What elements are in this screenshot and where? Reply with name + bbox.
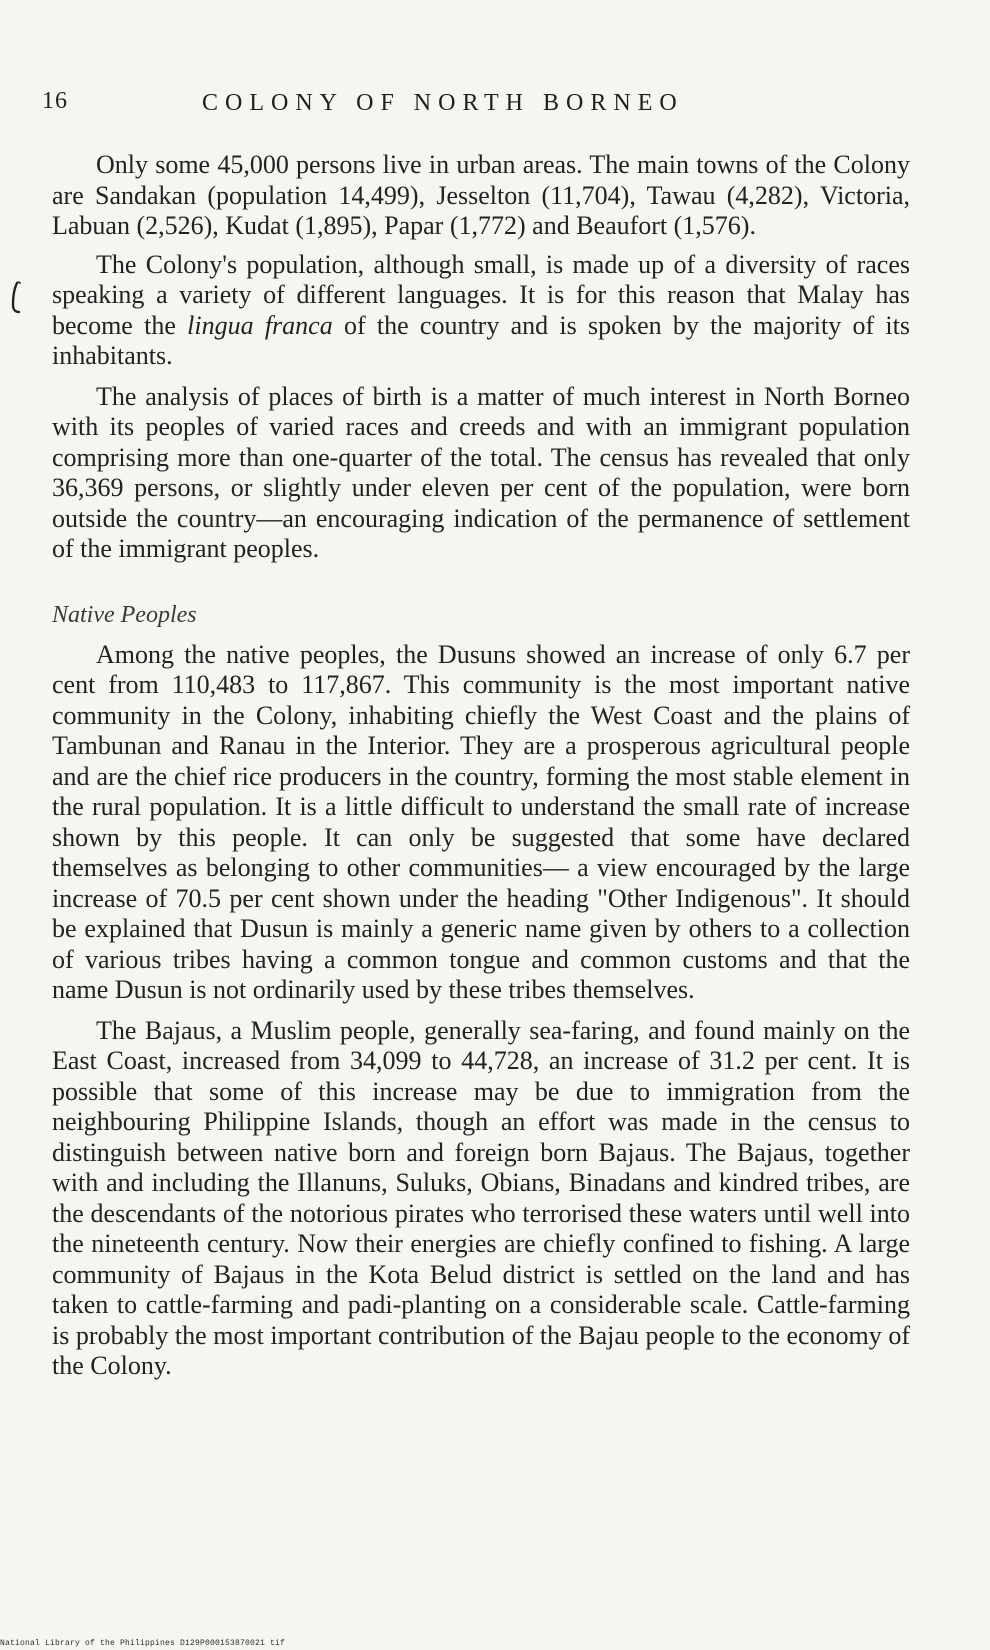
archive-footer-note: National Library of the Philippines D129P000153870021 tif — [0, 1639, 286, 1648]
paragraph-places-of-birth: The analysis of places of birth is a matter of much interest in North Borneo with its peoples of varied races and creeds and with an immigrant population comprising more than one-quarter of the total. The census has revealed that only 36,369 persons, or slightly under eleven per cent of the population, were born outside the country—an encouraging indication of the permanence of settlement of the immigrant peoples. — [52, 381, 910, 563]
paragraph-population-diversity — [52, 250, 910, 372]
running-title: COLONY OF NORTH BORNEO — [202, 90, 684, 116]
section-title: Native Peoples — [52, 601, 197, 628]
page-number: 16 — [42, 88, 68, 114]
page-content — [52, 150, 910, 1392]
paragraph-urban-population: Only some 45,000 persons live in urban areas. The main towns of the Colony are Sandakan (population 14,499), Jesselton (11,704), Tawau (4,282), Victoria, Labuan (2,526), Kudat (1,895), Papar (1,772) and Beaufort (1,576). — [52, 150, 910, 240]
paragraph-text-segment: of the country and is spoken by the majority of its inhabitants. — [52, 310, 910, 370]
page-header — [42, 88, 922, 128]
italic-phrase: lingua franca — [187, 310, 333, 340]
margin-mark-icon — [9, 281, 23, 315]
paragraph-text-segment: The Colony's population, although small, is made up of a diversity of races speaking a variety of different languages. It is for this reason that Malay has become the — [52, 249, 910, 340]
paragraph-bajaus: The Bajaus, a Muslim people, generally sea-faring, and found mainly on the East Coast, increased from 34,099 to 44,728, an increase of 31.2 per cent. It is possible that some of this increase may be due to immigration from the neighbouring Philippine Islands, though an effort was made in the census to distinguish between native born and foreign born Bajaus. The Bajaus, together with and including the Illanuns, Suluks, Obians, Binadans and kindred tribes, are the descendants of the notorious pirates who terrorised these waters until well into the nineteenth century. Now their energies are chiefly confined to fishing. A large community of Bajaus in the Kota Belud district is settled on the land and has taken to cattle-farming and padi-planting on a considerable scale. Cattle-farming is probably the most important contribution of the Bajau people to the economy of the Colony. — [52, 1015, 910, 1380]
paragraph-dusuns: Among the native peoples, the Dusuns showed an increase of only 6.7 per cent from 110,483 to 117,867. This community is the most important native community in the Colony, inhabiting chiefly the West Coast and the plains of Tambunan and Ranau in the Interior. They are a prosperous agricultural people and are the chief rice producers in the country, forming the most stable element in the rural population. It is a little difficult to understand the small rate of increase shown by this people. It can only be suggested that some have declared themselves as belonging to other communities— a view encouraged by the large increase of 70.5 per cent shown under the heading "Other Indigenous". It should be explained that Dusun is mainly a generic name given by others to a collection of various tribes having a common tongue and common customs and that the name Dusun is not ordinarily used by these tribes themselves. — [52, 639, 910, 1004]
